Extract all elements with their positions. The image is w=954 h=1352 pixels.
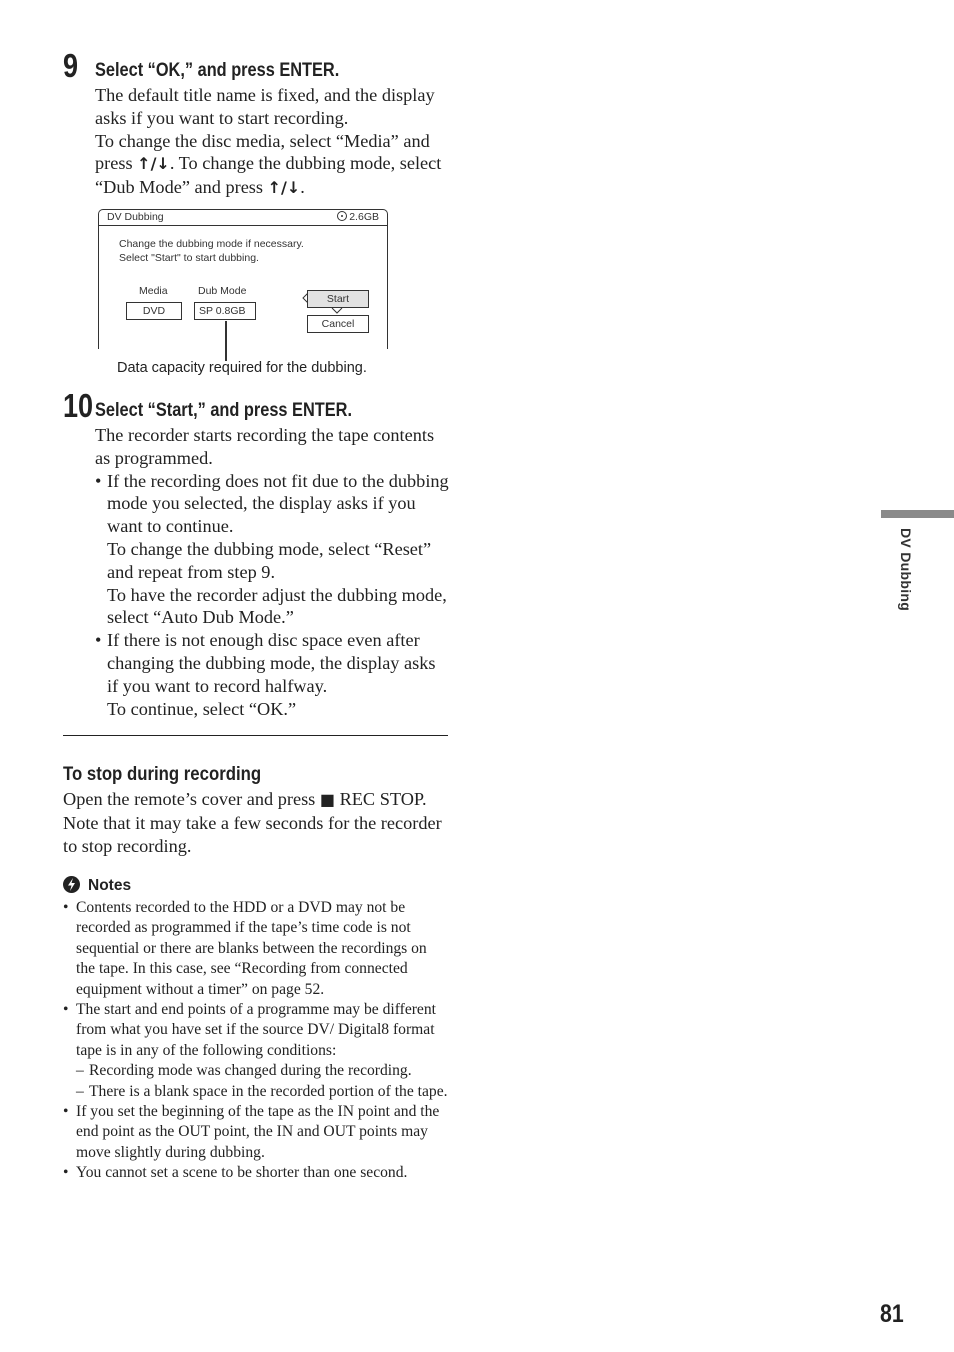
step-9-number: 9: [63, 47, 79, 84]
stop-section-body: Open the remote’s cover and press ■ REC STOP. Note that it may take a few seconds for the recorder to stop recording.: [63, 789, 442, 856]
notes-list: [63, 898, 448, 1184]
disc-icon: [337, 211, 347, 221]
up-down-arrow-icon: ↑/↓: [267, 178, 301, 198]
page-number: 81: [880, 1300, 904, 1328]
note-item: • Contents recorded to the HDD or a DVD may not be recorded as programmed if the tape’s time code is not sequential or there are blanks between the recordings on the tape. In this case, see “Recording from connected equipment without a timer” on page 52.: [63, 899, 427, 998]
section-tab-label: DV Dubbing: [898, 528, 914, 612]
dub-mode-select[interactable]: SP 0.8GB: [194, 302, 256, 320]
disc-space-indicator: 2.6GB: [337, 210, 379, 225]
section-divider: [63, 735, 448, 736]
step-10-bullet-2: • If there is not enough disc space even after changing the dubbing mode, the display asks if you want to record halfway. To continue, select “OK.”: [95, 630, 436, 719]
note-item: • You cannot set a scene to be shorter than one second.: [63, 1164, 408, 1182]
step-9-body: [95, 84, 450, 200]
note-sub-item: – Recording mode was changed during the recording.: [76, 1062, 412, 1080]
notes-warning-icon: [63, 876, 80, 893]
dub-mode-label: Dub Mode: [198, 285, 247, 297]
media-select[interactable]: DVD: [126, 302, 182, 320]
step-10-bullet-1: • If the recording does not fit due to the dubbing mode you selected, the display asks if you want to continue. To change the dubbing mode, select “Reset” and repeat from step 9. To have the recorder adjust the dubbing mode, select “Auto Dub Mode.”: [95, 470, 449, 628]
step-10-para1: The recorder starts recording the tape contents as programmed.: [95, 425, 435, 468]
screen-message: Change the dubbing mode if necessary. Select "Start" to start dubbing.: [119, 238, 304, 264]
media-label: Media: [139, 285, 168, 297]
screen-caption: Data capacity required for the dubbing.: [117, 360, 367, 376]
cancel-button[interactable]: Cancel: [307, 315, 369, 333]
dv-dubbing-screen: [98, 209, 388, 349]
section-tab-bar: [881, 510, 954, 518]
stop-square-icon: ■: [319, 790, 335, 809]
step-9-para1: The default title name is fixed, and the display asks if you want to start recording.: [95, 85, 435, 128]
step-10-body: [95, 424, 450, 720]
step-10-heading: Select “Start,” and press ENTER.: [95, 400, 352, 421]
step-9-heading: Select “OK,” and press ENTER.: [95, 60, 340, 81]
step-9-para2: To change the disc media, select “Media” and press ↑/↓. To change the dubbing mode, select “Dub Mode” and press ↑/↓.: [95, 130, 442, 198]
up-down-arrow-icon: ↑/↓: [137, 154, 170, 174]
note-item: • The start and end points of a programme may be different from what you have set if the source DV/ Digital8 format tape is in any of the following conditions: – Recording mode was changed during the recording. – There is a blank space in the recorded portion of the tape.: [63, 1000, 448, 1102]
stop-section-heading: To stop during recording: [63, 763, 262, 785]
note-sub-item: – There is a blank space in the recorded portion of the tape.: [76, 1082, 448, 1100]
start-button[interactable]: Start: [307, 290, 369, 308]
screen-title: DV Dubbing: [107, 211, 164, 223]
notes-header: [63, 876, 131, 895]
screen-titlebar: [99, 210, 387, 226]
notes-title: Notes: [88, 877, 132, 894]
step-10-number: 10: [63, 387, 94, 424]
cursor-down-arrow-icon: [331, 307, 343, 315]
note-item: • If you set the beginning of the tape as the IN point and the end point as the OUT point, the IN and OUT points may move slightly during dubbing.: [63, 1103, 440, 1161]
callout-leader-line: [225, 321, 227, 361]
